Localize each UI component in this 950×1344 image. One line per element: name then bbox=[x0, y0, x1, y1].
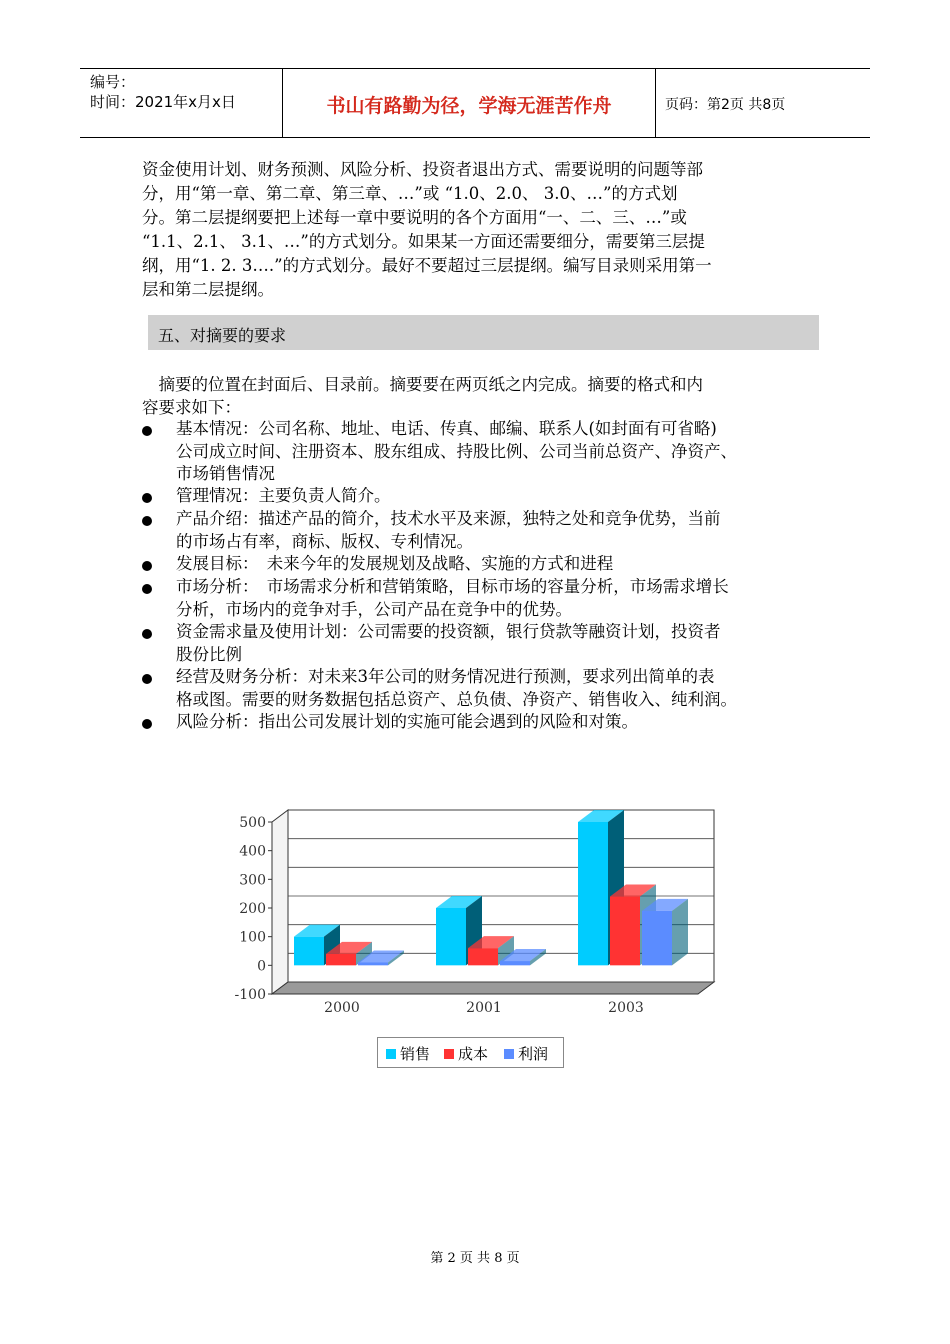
bar bbox=[610, 897, 640, 966]
bar bbox=[436, 908, 466, 965]
x-tick-label: 2000 bbox=[324, 1000, 360, 1016]
x-tick-label: 2003 bbox=[608, 1000, 644, 1016]
intro-paragraph bbox=[142, 158, 817, 302]
header-table bbox=[80, 68, 870, 138]
bullet-text: 格或图。需要的财务数据包括总资产、总负债、净资产、销售收入、纯利润。 bbox=[176, 689, 737, 709]
bullet-dot bbox=[142, 516, 152, 526]
bullet-dot bbox=[142, 426, 152, 436]
chart-side-wall bbox=[272, 810, 288, 994]
bullet-text: 描述产品的简介，技术水平及来源，独特之处和竞争优势，当前 bbox=[258, 509, 721, 528]
date-label: 时间：2021年x月x日 bbox=[90, 93, 236, 111]
bar bbox=[294, 937, 324, 966]
y-tick-label: -100 bbox=[234, 987, 266, 1003]
bar bbox=[326, 954, 356, 965]
section-heading bbox=[148, 315, 819, 350]
intro-line: 层和第二层提纲。 bbox=[142, 280, 274, 299]
number-label: 编号： bbox=[90, 73, 136, 91]
y-tick-label: 300 bbox=[239, 872, 266, 889]
bar bbox=[642, 911, 672, 965]
header-left-cell bbox=[80, 69, 282, 137]
bullet-text: 对未来3年公司的财务情况进行预测，要求列出简单的表 bbox=[308, 667, 715, 686]
bullet-key: 经营及财务分析： bbox=[176, 667, 308, 686]
bullet-dot bbox=[142, 674, 152, 684]
chart-legend bbox=[377, 1037, 564, 1068]
bullet-text: 指出公司发展计划的实施可能会遇到的风险和对策。 bbox=[258, 712, 638, 731]
bullet-dot bbox=[142, 561, 152, 571]
page-label: 页码：第2页 共8页 bbox=[665, 97, 786, 113]
legend-swatch bbox=[386, 1049, 396, 1059]
bullet-text: 市场销售情况 bbox=[176, 464, 275, 483]
bullet-text: 未来今年的发展规划及战略、实施的方式和进程 bbox=[250, 554, 614, 573]
intro-line: 纲，用“1. 2. 3….”的方式划分。最好不要超过三层提纲。编写目录则采用第一 bbox=[142, 256, 712, 275]
legend-label: 利润 bbox=[518, 1045, 549, 1063]
chart-floor bbox=[272, 982, 714, 994]
y-tick-label: 200 bbox=[239, 901, 266, 917]
y-tick-label: 0 bbox=[257, 958, 266, 975]
bullet-item bbox=[142, 621, 832, 666]
x-tick-label: 2001 bbox=[466, 1000, 502, 1016]
legend-label: 成本 bbox=[458, 1045, 489, 1063]
bar bbox=[578, 822, 608, 965]
y-tick-label: 400 bbox=[239, 843, 266, 860]
bullet-key: 资金需求量及使用计划： bbox=[176, 622, 358, 641]
bar bbox=[468, 948, 498, 965]
summary-line: 容要求如下： bbox=[142, 397, 241, 417]
bullet-text: 股份比例 bbox=[176, 644, 242, 664]
bullet-item bbox=[142, 553, 832, 576]
bullet-key: 风险分析： bbox=[176, 712, 259, 731]
bullet-dot bbox=[142, 584, 152, 594]
summary-paragraph bbox=[142, 374, 817, 419]
header-right-cell bbox=[655, 69, 870, 137]
bullet-text: 公司成立时间、注册资本、股东组成、持股比例、公司当前总资产、净资产、 bbox=[176, 441, 737, 461]
bullet-key: 发展目标： bbox=[176, 554, 251, 573]
bullet-item bbox=[142, 508, 832, 553]
bullet-key: 基本情况： bbox=[176, 419, 259, 438]
legend-swatch bbox=[444, 1049, 454, 1059]
intro-line: 分。第二层提纲要把上述每一章中要说明的各个方面用“一、二、三、…”或 bbox=[142, 208, 687, 227]
legend-item bbox=[386, 1043, 430, 1064]
bullet-dot bbox=[142, 493, 152, 503]
bar bbox=[500, 961, 530, 965]
bullet-text: 公司名称、地址、电话、传真、邮编、联系人(如封面有可省略) bbox=[258, 419, 717, 438]
y-tick-label: 500 bbox=[239, 815, 266, 831]
bullet-key: 市场分析： bbox=[176, 577, 251, 596]
bar bbox=[358, 962, 388, 965]
legend-item bbox=[504, 1043, 548, 1064]
bullet-key: 管理情况： bbox=[176, 486, 259, 505]
bullet-item bbox=[142, 485, 832, 508]
intro-line: 资金使用计划、财务预测、风险分析、投资者退出方式、需要说明的问题等部 bbox=[142, 160, 703, 179]
bullet-text: 的市场占有率，商标、版权、专利情况。 bbox=[176, 531, 473, 551]
section-title: 五、对摘要的要求 bbox=[158, 326, 287, 345]
bullet-item bbox=[142, 711, 832, 734]
summary-line: 摘要的位置在封面后、目录前。摘要要在两页纸之内完成。摘要的格式和内 bbox=[142, 375, 703, 394]
header-motto-cell bbox=[282, 69, 656, 137]
bullet-item bbox=[142, 666, 832, 711]
bullet-item bbox=[142, 418, 832, 486]
bullet-item bbox=[142, 576, 832, 621]
legend-swatch bbox=[504, 1049, 514, 1059]
bullet-text: 公司需要的投资额，银行贷款等融资计划，投资者 bbox=[357, 622, 721, 641]
bullet-dot bbox=[142, 719, 152, 729]
bullet-key: 产品介绍： bbox=[176, 509, 259, 528]
intro-line: “1.1、2.1、 3.1、…”的方式划分。如果某一方面还需要细分，需要第三层提 bbox=[142, 232, 705, 251]
intro-line: 分，用“第一章、第二章、第三章、…”或 “1.0、2.0、 3.0、…”的方式划 bbox=[142, 184, 678, 203]
page-footer: 第 2 页 共 8 页 bbox=[430, 1251, 520, 1266]
bullet-dot bbox=[142, 629, 152, 639]
bullet-text: 市场需求分析和营销策略，目标市场的容量分析，市场需求增长 bbox=[250, 577, 729, 596]
motto: 书山有路勤为径，学海无涯苦作舟 bbox=[326, 95, 612, 117]
y-tick-label: 100 bbox=[239, 929, 266, 946]
legend-item bbox=[444, 1043, 488, 1064]
bullet-text: 分析，市场内的竞争对手，公司产品在竞争中的优势。 bbox=[176, 599, 572, 619]
bullet-text: 主要负责人简介。 bbox=[258, 486, 391, 505]
legend-label: 销售 bbox=[400, 1045, 431, 1063]
